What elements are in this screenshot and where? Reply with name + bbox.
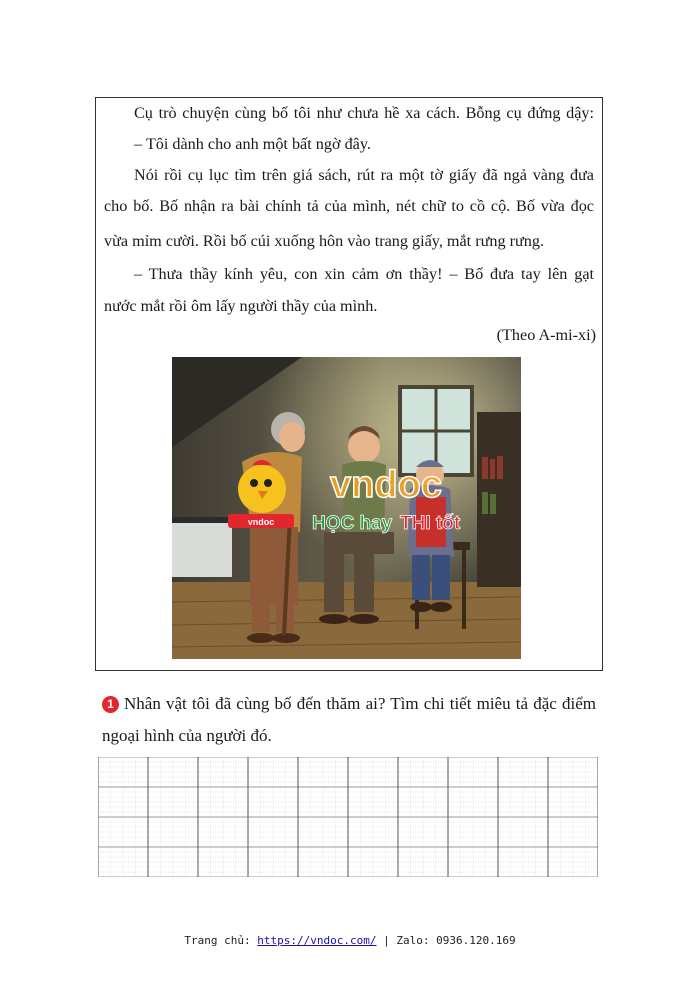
footer-prefix: Trang chủ: bbox=[184, 934, 258, 947]
passage-line-6: – Thưa thầy kính yêu, con xin cảm ơn thầy! – Bố đưa tay lên gạt bbox=[134, 265, 594, 283]
passage-line-2: – Tôi dành cho anh một bất ngờ đây. bbox=[134, 135, 371, 153]
passage-line-7: nước mắt rồi ôm lấy người thầy của mình. bbox=[104, 297, 378, 315]
watermark-brand: vndoc bbox=[330, 464, 442, 506]
passage-line-4: cho bố. Bố nhận ra bài chính tả của mình, nét chữ to cồ cộ. Bố vừa đọc bbox=[104, 197, 594, 215]
story-illustration bbox=[172, 357, 521, 659]
answer-writing-grid[interactable] bbox=[98, 757, 598, 877]
passage-line-3: Nói rồi cụ lục tìm trên giá sách, rút ra một tờ giấy đã ngả vàng đưa bbox=[134, 166, 594, 184]
watermark-slogan-2: THI tốt bbox=[400, 513, 461, 534]
footer-homepage-link[interactable]: https://vndoc.com/ bbox=[257, 934, 377, 947]
passage-line-1: Cụ trò chuyện cùng bố tôi như chưa hề xa cách. Bỗng cụ đứng dậy: bbox=[134, 104, 594, 122]
watermark-slogan-1: HỌC hay bbox=[312, 513, 393, 534]
question-1 bbox=[102, 688, 596, 752]
page-footer bbox=[0, 934, 700, 947]
question-text: Nhân vật tôi đã cùng bố đến thăm ai? Tìm chi tiết miêu tả đặc điểm ngoại hình của người đó. bbox=[102, 694, 596, 745]
watermark-logo-text: vndoc bbox=[247, 517, 275, 527]
passage-line-5: vừa mỉm cười. Rồi bố cúi xuống hôn vào trang giấy, mắt rưng rưng. bbox=[104, 232, 545, 250]
question-number-badge: 1 bbox=[102, 696, 119, 713]
footer-suffix: | Zalo: 0936.120.169 bbox=[376, 934, 516, 947]
passage-source: (Theo A-mi-xi) bbox=[496, 326, 596, 344]
